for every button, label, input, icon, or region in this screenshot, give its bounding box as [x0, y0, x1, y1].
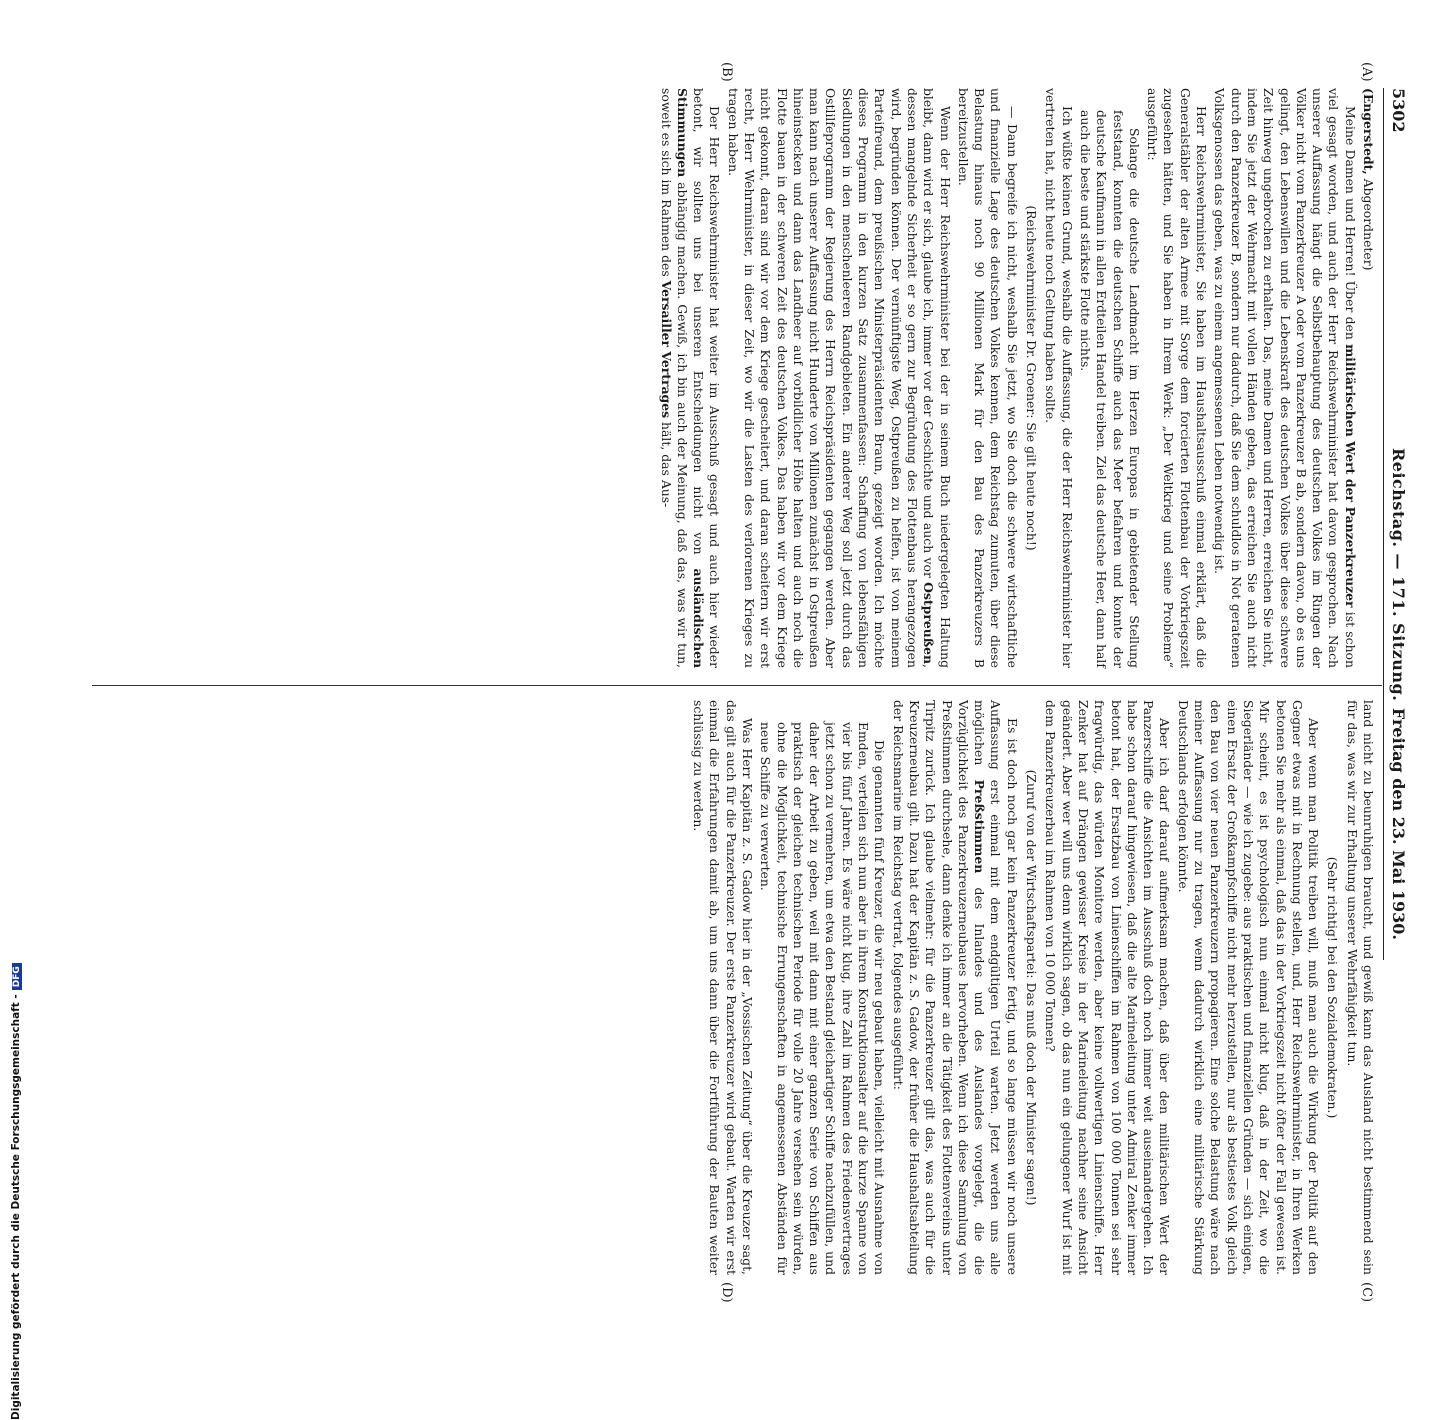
interjection: (Zuruf von der Wirtschaftspartei: Das muß doch der Minister sagen!) [1024, 769, 1040, 1206]
page-number: 5302 [1389, 88, 1409, 133]
right-column [688, 700, 1376, 1275]
footer-text: Digitalisierung gefördert durch die Deutsche Forschungsgemeinschaft - [10, 994, 22, 1420]
digitization-footer [10, 420, 22, 1420]
dfg-logo: DFG [12, 963, 22, 990]
paragraph: Aber ich darf darauf aufmerksam machen, daß über den militärischen Wert der Panzerschiffe die Ansichten im Ausschuß doch noch immer weit auseinandergehen. Ich habe schon darauf hingewiesen, daß die alte Marineleitung unter Admiral Zenker immer betont hat, der Ersatzbau von Linienschiffen im Rahmen von 100 000 Tonnen sei sehr fragwürdig, das würden Monitore werden, aber keine vollwertigen Linienschiffe. Herr Zenker hat auf Drängen gewisser Kreise in der Marineleitung nachher seine Ansicht geändert. Aber wer will uns denn wirklich sagen, ob das nun ein gelungener Wurf ist mit dem Panzerkreuzerbau im Rahmen von 10 000 Tonnen? [1043, 700, 1173, 1275]
paragraph: land nicht zu beunruhigen braucht, und gewiß kann das Ausland nicht bestimmend sein für das, was wir zur Erhaltung unserer Wehrfähigkeit tun. [1344, 700, 1376, 1275]
interjection: (Sehr richtig! bei den Sozialdemokraten.) [1325, 856, 1341, 1119]
margin-marker-d: (D) [719, 1282, 734, 1303]
speaker-line: (Engerstedt, Abgeordneter) [1361, 88, 1376, 271]
margin-marker-a: (A) [1359, 62, 1374, 82]
margin-marker-b: (B) [719, 62, 734, 82]
column-divider [92, 685, 1382, 686]
page-title: Reichstag. — 171. Sitzung. [1389, 448, 1409, 702]
paragraph: Es ist doch noch gar kein Panzerkreuzer fertig, und so lange müssen wir noch unsere Auffassung erst einmal mit dem endgültigen Urteil warten. Jetzt werden uns alle möglichen Preßstimmen des Inlandes und des Auslandes vorgelegt, die die Vorzüglichkeit des Panzerkreuzerneubaues hervorheben. Wenn ich diese Sammlung von Preßstimmen durchsehe, dann denke ich immer an die Tätigkeit des Flottenvereins unter Tirpitz zurück. Ich glaube vielmehr: für die Panzerkreuzer gilt das, was auch für die Kreuzerneubau gilt. Dazu hat der Kapitän z. S. Gadow, der früher die Haushaltsabteilung der Reichsmarine im Reichstag vertrat, folgendes ausgeführt: [890, 700, 1020, 1275]
header-rule [1383, 88, 1384, 960]
margin-marker-c: (C) [1359, 1282, 1374, 1303]
paragraph: Ich wüßte keinen Grund, weshalb die Auffassung, die der Herr Reichswehrminister hier vertreten hat, nicht heute noch Geltung haben sollte. [1043, 88, 1075, 668]
paragraph: Aber wenn man Politik treiben will, muß man auch die Wirkung der Politik auf den Gegner etwas mit in Rechnung stellen, und, Herr Reichswehrminister, in Ihren Werken betonen Sie mehr als einmal, daß das in der Vorkriegszeit nicht öfter der Fall gewesen ist. Mir scheint, es ist psychologisch nun einmal nicht klug, daß in der Zeit, wo die Siegerländer — wie ich zugebe: aus praktischen und finanziellen Gründen — sich einigen, einen Ersatz der Großkampfschiffe nicht mehr herzustellen, nur als bestiestes Volk gleich den Bau von vier neuen Panzerkreuzern propagieren. Eine solche Belastung wäre nach meiner Auffassung nur zu tragen, wenn dadurch wirklich eine militärische Stärkung Deutschlands erfolgen könnte. [1175, 700, 1322, 1275]
paragraph: Meine Damen und Herren! Über den militärischen Wert der Panzerkreuzer ist schon viel gesagt worden, und auch der Herr Reichswehrminister hat davon gesprochen. Nach unserer Auffassung hängt die Selbstbehauptung des deutschen Volkes im Ringen der Völker nicht vom Panzerkreuzer A oder vom Panzerkreuzer B ab, sondern davon, ob es uns gelingt, den Lebenswillen und die Lebenskraft des deutschen Volkes über diese schwere Zeit hinweg ungebrochen zu erhalten. Das, meine Damen und Herren, erreichen Sie nicht, indem Sie jetzt der Wehrmacht mit vollen Händen geben, das erreichen Sie auch nicht durch den Panzerkreuzer B, sondern nur dadurch, daß Sie dem schuldlos in Not geratenen Volksgenossen das geben, was zu einem angemessenen Leben notwendig ist. [1212, 88, 1358, 668]
paragraph: Herr Reichswehrminister, Sie haben im Haushaltsausschuß einmal erklärt, daß die Generalstäbler der alten Armee mit Sorge dem forcierten Flottenbau der Vorkriegszeit zugesehen hätten, und Sie haben in Ihrem Werk: „Der Weltkrieg und seine Probleme“ ausgeführt: [1145, 88, 1210, 668]
paragraph: — Dann begreife ich nicht, weshalb Sie jetzt, wo Sie doch die schwere wirtschaftliche und finanzielle Lage des deutschen Volkes kennen, dem Reichstag zumuten, über diese Belastung hinaus noch 90 Millionen Mark für den Bau des Panzerkreuzers B bereitzustellen. [955, 88, 1020, 668]
interjection: (Reichswehrminister Dr. Groener: Sie gilt heute noch!) [1024, 205, 1040, 551]
paragraph: Wenn der Herr Reichswehrminister bei der in seinem Buch niedergelegten Haltung bleibt, dann wird er sich, glaube ich, immer vor der Geschichte und auch vor Ostpreußen, dessen mangelnde Sicherheit er so gern zur Begründung des Flottenbaus herangezogen wird, begründen können. Der vernünftigste Weg, Ostpreußen zu helfen, ist von meinem Parteifreund, dem preußischen Ministerpräsidenten Braun, gezeigt worden. Ich möchte dieses Programm in den kurzen Satz zusammenfassen: Schaffung von lebensfähigen Siedlungen in den menschenleeren Randgebieten. Ein anderer Weg soll jetzt durch das Ostlilfeprogramm der Regierung des Herrn Reichspräsidenten gegangen werden. Aber man kann nach unserer Auffassung nicht Hunderte von Millionen zunächst in Ostpreußen hineinstecken und dann das Landheer auf vorbildlicher Höhe halten und auch noch die Flotte bauen in der schweren Zeit des deutschen Volkes. Das haben wir vor dem Kriege nicht gekonnt, daran sind wir vor dem Kriege gescheitert, und daran scheitern wir erst recht, Herr Wehrminister, in dieser Zeit, wo wir die Lasten des verlorenen Krieges zu tragen haben. [725, 88, 953, 668]
left-column [655, 88, 1376, 668]
block-quote: Solange die deutsche Landmacht im Herzen Europas in gebietender Stellung feststand, konnten die deutschen Schiffe auch das Meer befahren und konnte der deutsche Kaufmann in allen Erdteilen Handel treiben. Ziel das deutsche Heer, dann half auch die beste und stärkste Flotte nichts. [1077, 110, 1142, 668]
page-header [1386, 88, 1412, 940]
page-date: Freitag den 23. Mai 1930. [1389, 707, 1409, 940]
paragraph: Was Herr Kapitän z. S. Gadow hier in der „Vossischen Zeitung“ über die Kreuzer sagt, das gilt auch für die Panzerkreuzer. Der erste Panzerkreuzer wird gebaut. Warten wir erst einmal die Erfahrungen damit ab, um uns dann über die Fortführung der Bauten weiter schlüssig zu werden. [691, 700, 756, 1275]
paragraph: Der Herr Reichswehrminister hat weiter im Ausschuß gesagt und auch hier wieder betont, wir sollten uns bei unseren Entscheidungen nicht von ausländischen Stimmungen abhängig machen. Gewiß, ich bin auch der Meinung, daß das, was wir tun, soweit es sich im Rahmen des Versailler Vertrages hält, das Aus- [658, 88, 723, 668]
block-quote: Die genannten fünf Kreuzer, die wir neu gebaut haben, vielleicht mit Ausnahme von Emden, verteilen sich nun aber in ihrem Konstruktionsalter auf die kurze Spanne von vier bis fünf Jahren. Es wäre nicht klug, ihre Zahl im Rahmen des Friedensvertrages jetzt schon zu vermehren, um etwa den Bestand gleichartiger Schiffe nachzufüllen, und daher der Arbeit zu geben, weil mit dann mit einer ganzen Serie von Schiffen aus praktisch der gleichen technischen Periode für volle 20 Jahre versehen sein würden, ohne die Möglichkeit, technische Errungenschaften in angemessenen Abständen für neue Schiffe zu verwerten. [758, 722, 888, 1275]
